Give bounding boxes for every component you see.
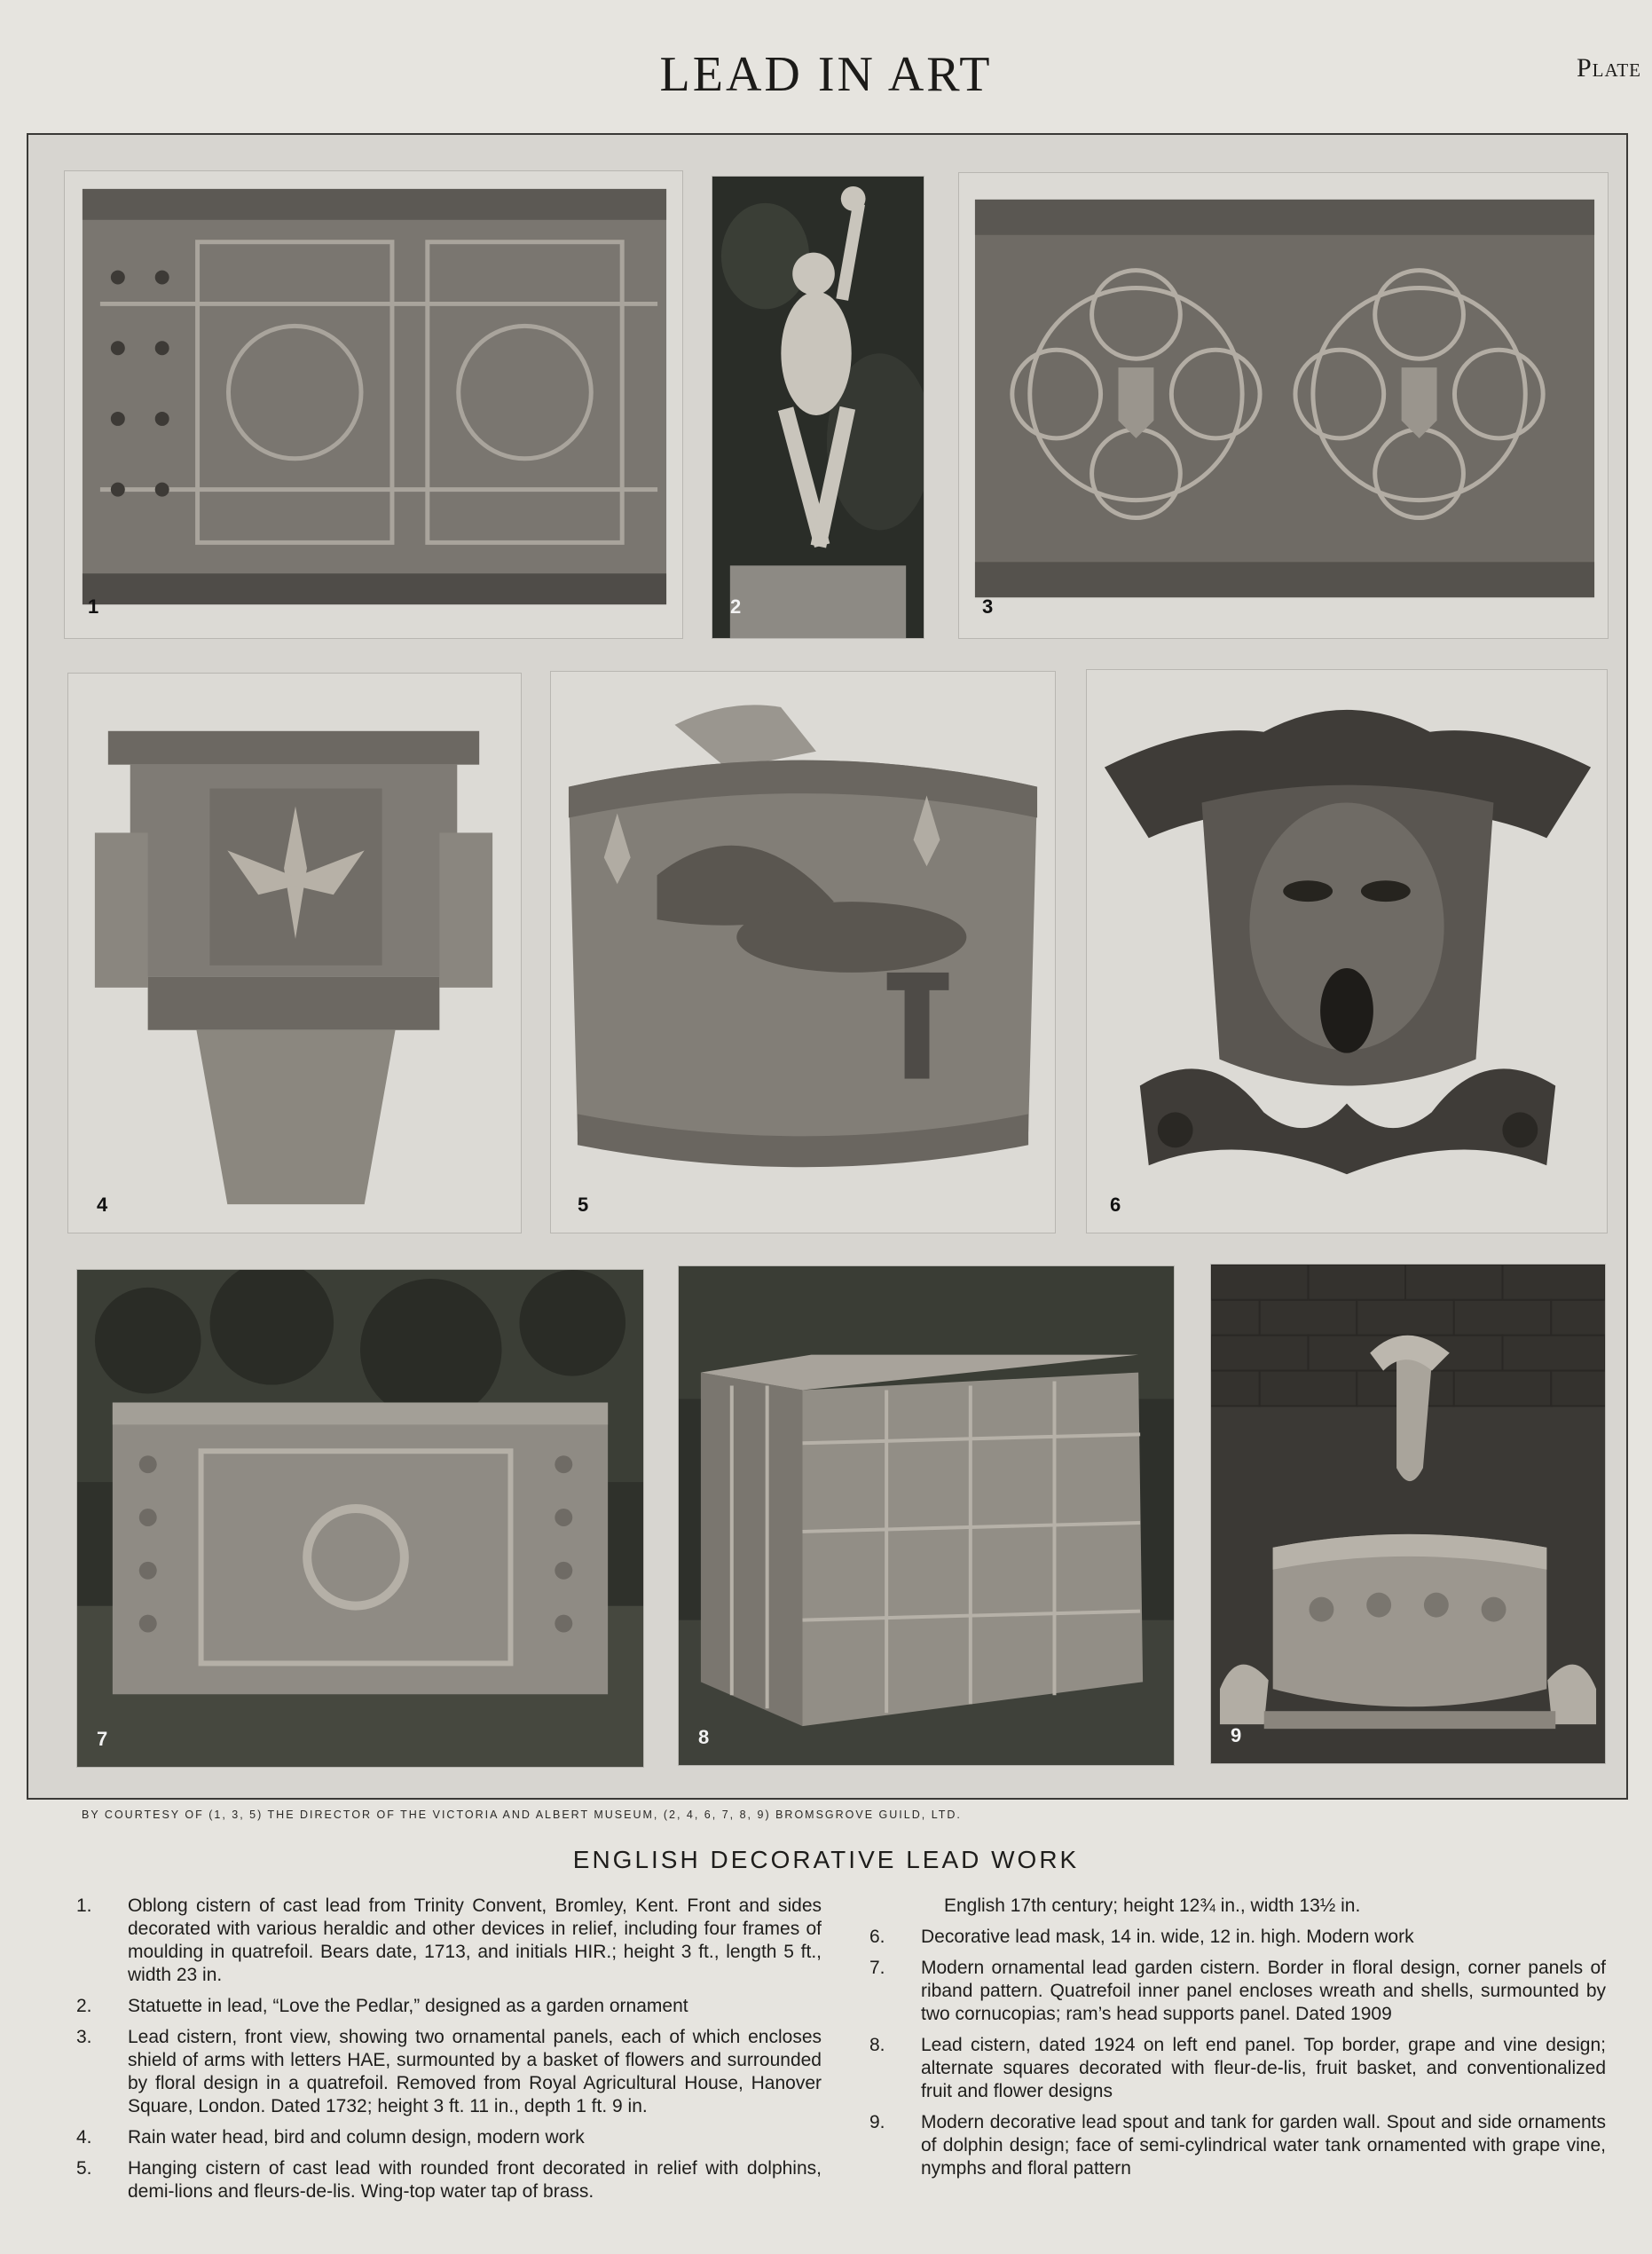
lead-mask-illustration xyxy=(1087,670,1607,1233)
spout-and-tank-illustration xyxy=(1211,1265,1605,1763)
caption-text: Statuette in lead, “Love the Pedlar,” designed as a garden ornament xyxy=(128,1996,688,2016)
figure-number: 6 xyxy=(1110,1194,1121,1216)
caption-item xyxy=(869,1926,1606,1949)
rain-water-head-illustration xyxy=(68,674,521,1233)
caption-number: 2. xyxy=(76,1996,92,2016)
photo-3-lead-cistern-front xyxy=(958,172,1609,639)
caption-item xyxy=(76,2126,822,2149)
figure-number: 7 xyxy=(97,1728,108,1750)
caption-item xyxy=(76,2026,822,2118)
caption-text: Modern decorative lead spout and tank for garden wall. Spout and side ornaments of dolphin design; face of semi-cylindrical water tank ornamented with grape vine, nymphs and floral pattern xyxy=(921,2112,1606,2179)
page-title: LEAD IN ART xyxy=(659,47,993,102)
caption-text: Modern ornamental lead garden cistern. Border in floral design, corner panels of riband pattern. Quatrefoil inner panel encloses wreath and shells, surmounted by two cornucopias; ram’s head supports panel. Dated 1909 xyxy=(921,1958,1606,2024)
caption-text: Decorative lead mask, 14 in. wide, 12 in. high. Modern work xyxy=(921,1927,1414,1947)
figure-number: 8 xyxy=(698,1726,710,1748)
caption-number: 8. xyxy=(869,2035,885,2055)
plate-label: Plate xyxy=(1576,53,1641,83)
photo-4-rain-water-head xyxy=(67,673,522,1233)
photo-7-garden-cistern xyxy=(76,1269,644,1768)
hanging-cistern-illustration xyxy=(551,672,1055,1233)
caption-continuation: English 17th century; height 12¾ in., width 13½ in. xyxy=(944,1895,1361,1916)
caption-number: 1. xyxy=(76,1895,92,1916)
garden-cistern-illustration xyxy=(77,1270,643,1767)
captions-right-column xyxy=(869,1895,1606,2188)
caption-item xyxy=(869,1957,1606,2026)
caption-number: 4. xyxy=(76,2127,92,2148)
figure-number: 2 xyxy=(730,595,742,618)
captions-left-column xyxy=(76,1895,822,2211)
caption-item xyxy=(76,2157,822,2203)
caption-text: Hanging cistern of cast lead with rounded front decorated in relief with dolphins, demi-lions and fleurs-de-lis. Wing-top water tap of brass. xyxy=(128,2158,822,2202)
cistern-1-illustration xyxy=(65,171,682,638)
caption-item xyxy=(76,1995,822,2018)
caption-number: 9. xyxy=(869,2112,885,2132)
caption-text: Oblong cistern of cast lead from Trinity Convent, Bromley, Kent. Front and sides decorated with various heraldic and other devices in relief, including four frames of moulding in quatrefoil. Bears date, 1713, and initials HIR.; height 3 ft., length 5 ft., width 23 in. xyxy=(128,1895,822,1985)
figure-number: 5 xyxy=(578,1194,589,1216)
credit-line: BY COURTESY OF (1, 3, 5) THE DIRECTOR OF THE VICTORIA AND ALBERT MUSEUM, (2, 4, 6, 7, 8, 9) BROMSGROVE GUILD, LTD. xyxy=(82,1809,962,1821)
photo-2-statuette xyxy=(712,176,924,639)
caption-number: 5. xyxy=(76,2158,92,2179)
section-heading: ENGLISH DECORATIVE LEAD WORK xyxy=(572,1846,1080,1873)
statuette-illustration xyxy=(712,177,924,638)
caption-item xyxy=(76,1895,822,1987)
caption-text: Rain water head, bird and column design, modern work xyxy=(128,2127,585,2148)
caption-text: Lead cistern, dated 1924 on left end panel. Top border, grape and vine design; alternate squares decorated with fleur-de-lis, fruit basket, and conventionalized fruit and flower designs xyxy=(921,2035,1606,2101)
caption-number: 6. xyxy=(869,1927,885,1947)
photo-9-spout-and-tank xyxy=(1210,1264,1606,1764)
photo-1-oblong-cistern xyxy=(64,170,683,639)
cistern-8-illustration xyxy=(679,1266,1174,1765)
caption-item xyxy=(869,2034,1606,2103)
figure-number: 9 xyxy=(1231,1724,1242,1746)
photo-8-lead-cistern-1924 xyxy=(678,1265,1175,1766)
cistern-3-illustration xyxy=(959,173,1608,638)
caption-number: 7. xyxy=(869,1958,885,1978)
caption-item xyxy=(869,2111,1606,2180)
figure-number: 1 xyxy=(88,595,99,618)
figure-number: 3 xyxy=(982,595,994,618)
caption-text: Lead cistern, front view, showing two ornamental panels, each of which encloses shield of arms with letters HAE, surmounted by a basket of flowers and surrounded by floral design in a quatrefoil. Removed from Royal Agricultural House, Hanover Square, London. Dated 1732; height 3 ft. 11 in., depth 1 ft. 9 in. xyxy=(128,2027,822,2116)
photo-5-hanging-cistern xyxy=(550,671,1056,1233)
caption-number: 3. xyxy=(76,2027,92,2047)
figure-number: 4 xyxy=(97,1194,108,1216)
photo-6-lead-mask xyxy=(1086,669,1608,1233)
